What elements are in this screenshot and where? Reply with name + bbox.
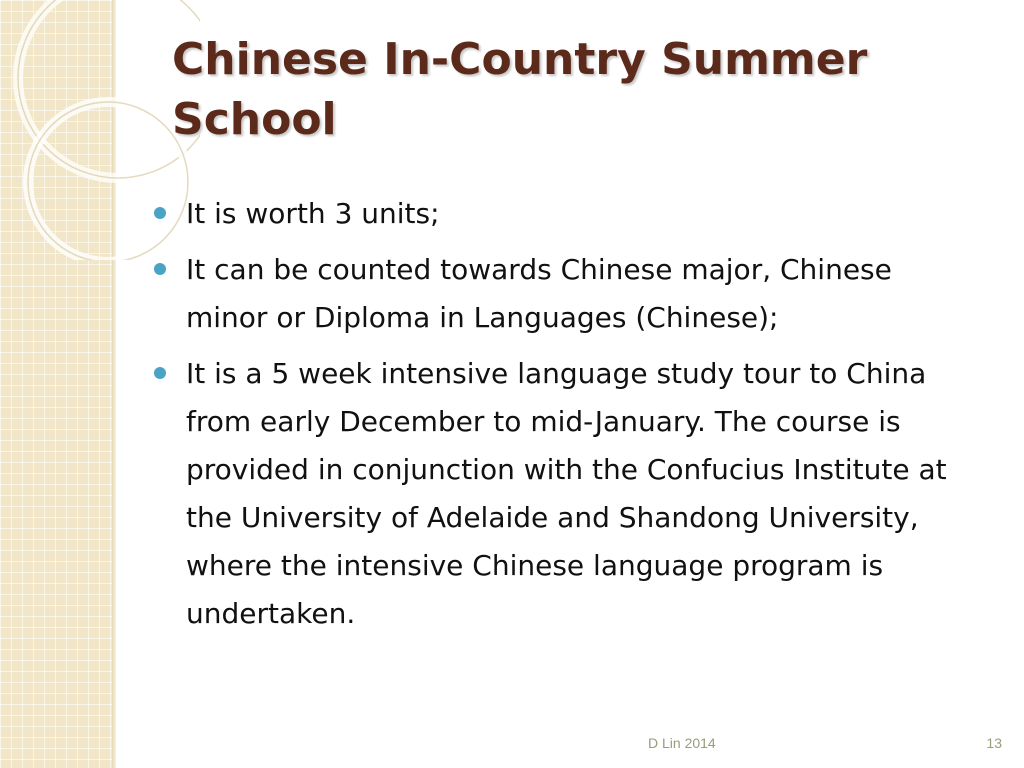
bullet-item: [150, 246, 980, 342]
bullet-list: [150, 190, 980, 646]
round-bullet-icon: [154, 263, 166, 275]
bullet-text: It is worth 3 units;: [186, 197, 440, 230]
page-number: 13: [986, 735, 1002, 751]
bullet-item: [150, 350, 980, 638]
round-bullet-icon: [154, 367, 166, 379]
bullet-text: It is a 5 week intensive language study tour to China from early December to mid-January. The course is provided in conjunction with the Confucius Institute at the University of Adelaide and Shandong University, where the intensive Chinese language program is undertaken.: [186, 357, 947, 630]
round-bullet-icon: [154, 207, 166, 219]
bullet-item: [150, 190, 980, 238]
bullet-text: It can be counted towards Chinese major, Chinese minor or Diploma in Languages (Chinese);: [186, 253, 892, 334]
slide-title: Chinese In-Country Summer School: [172, 34, 868, 145]
footer-author: D Lin 2014: [648, 735, 716, 751]
